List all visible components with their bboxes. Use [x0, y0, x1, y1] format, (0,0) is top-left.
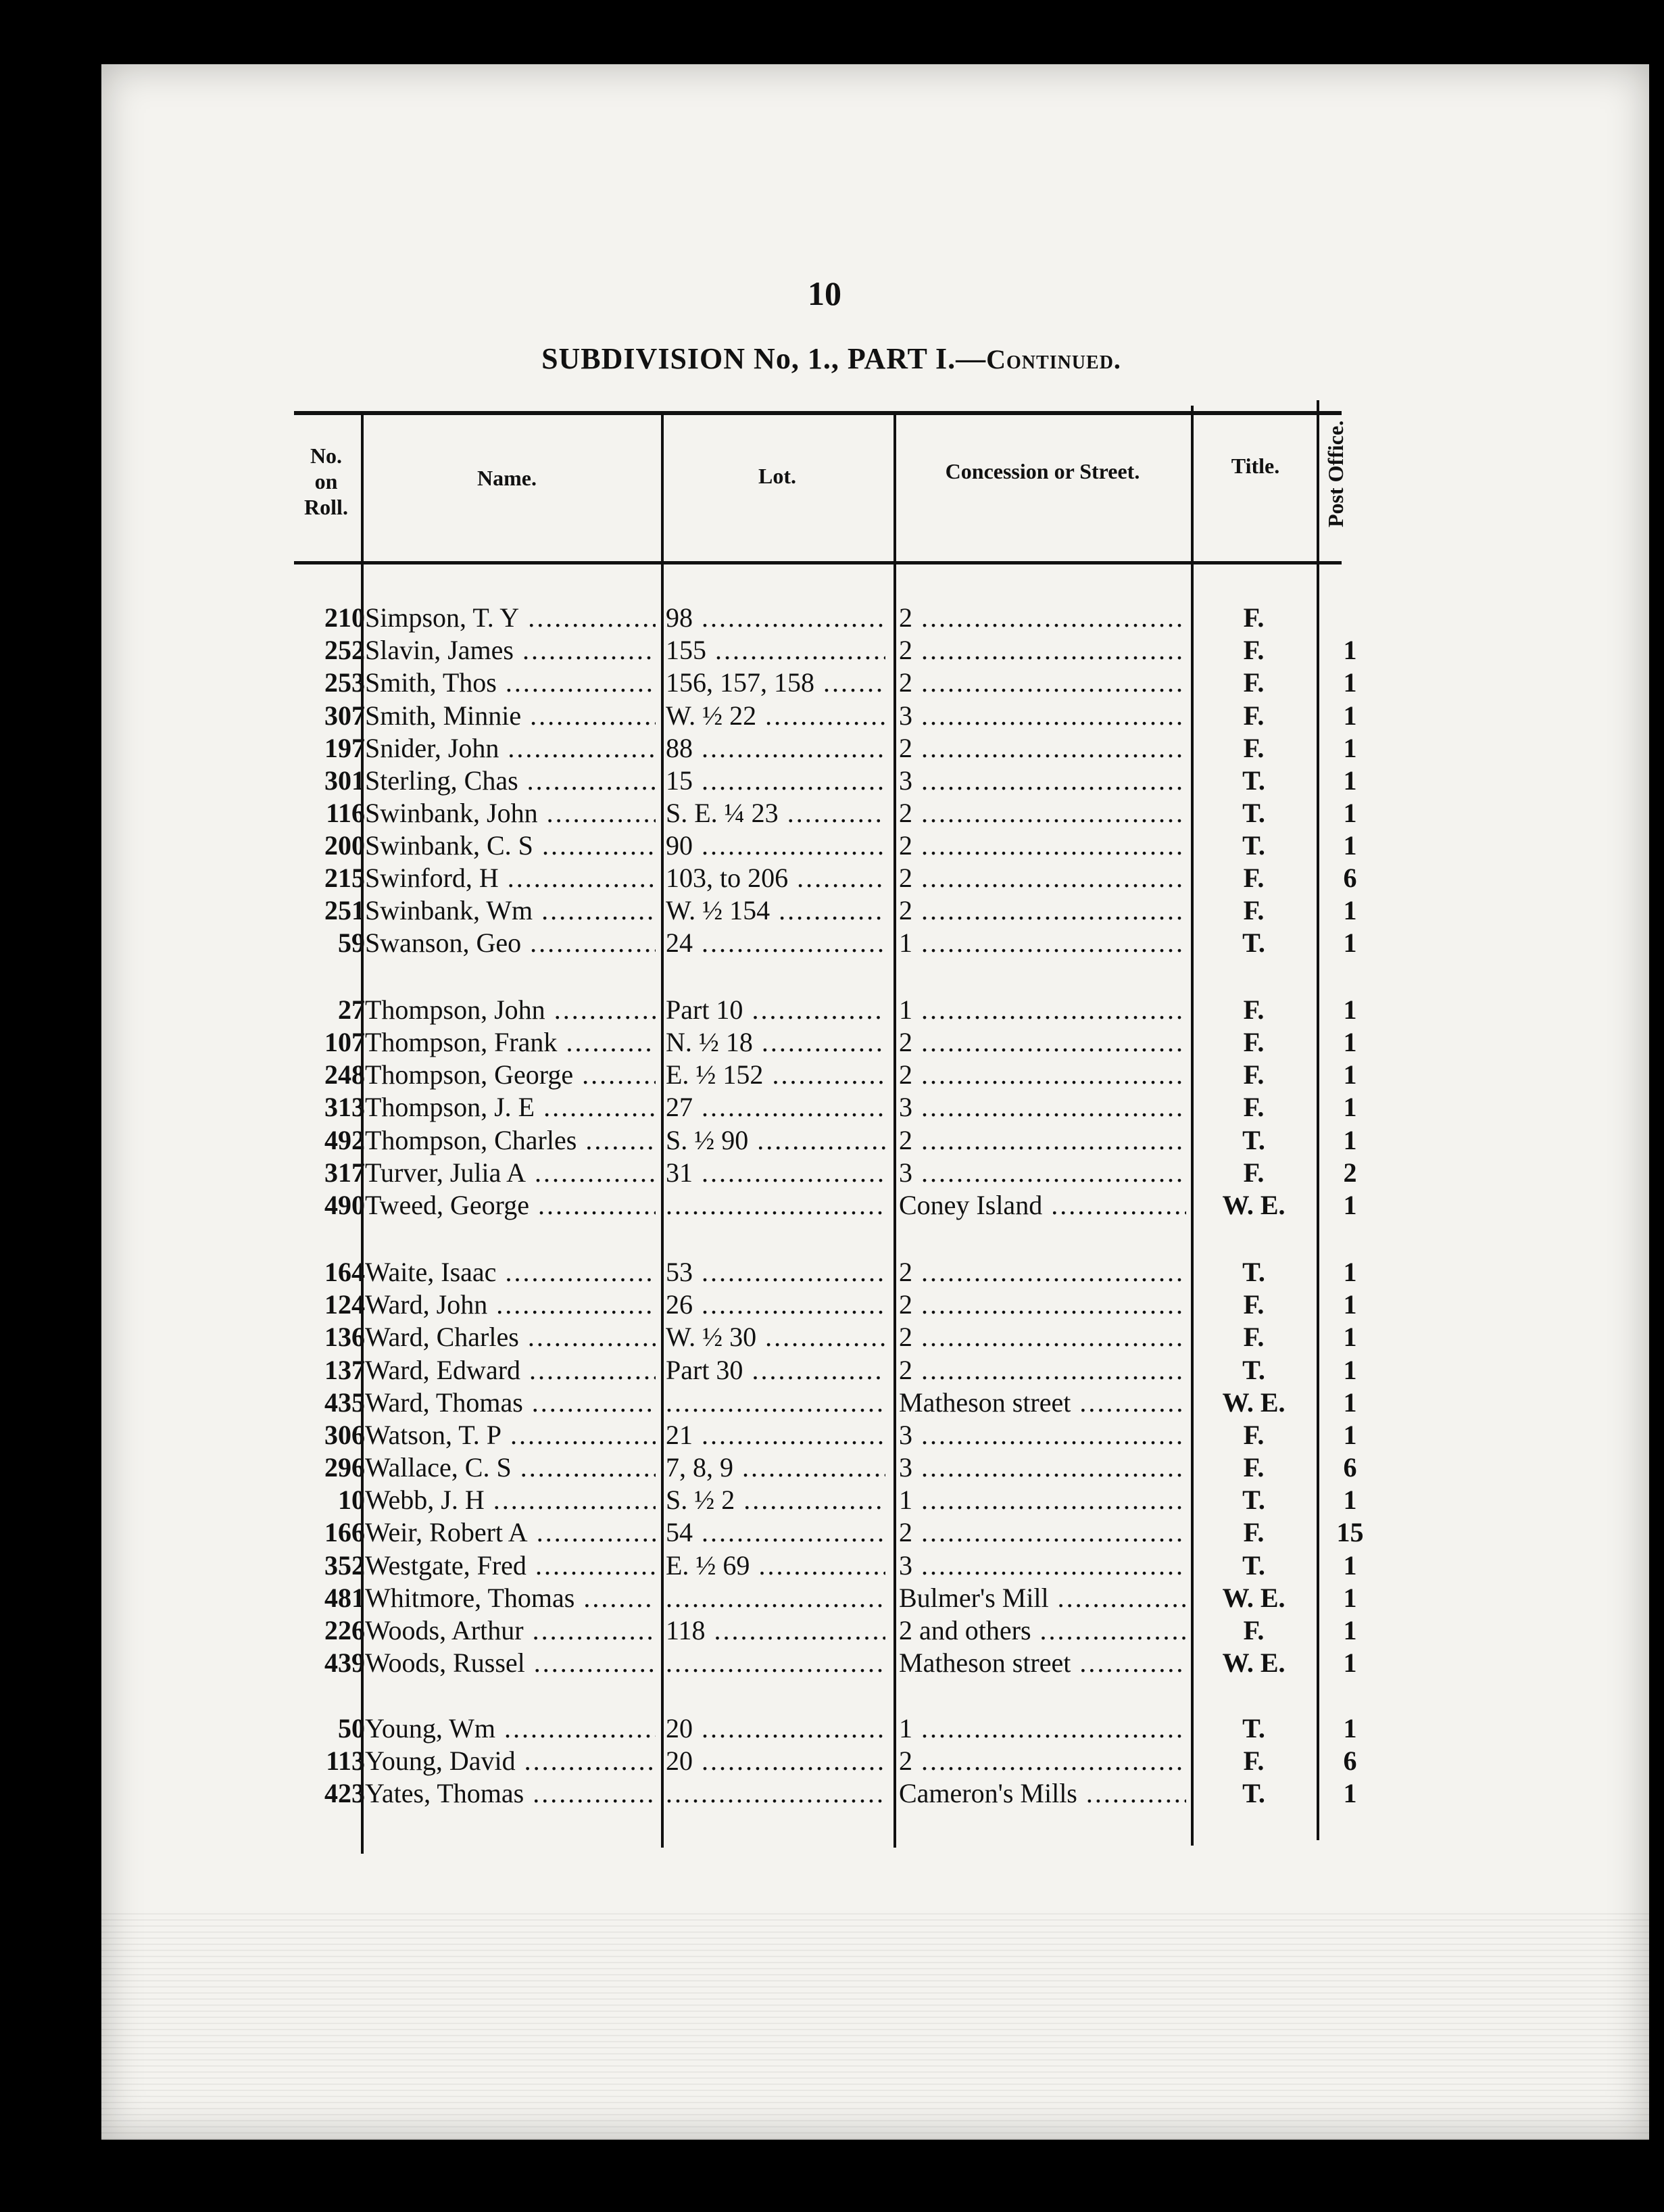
entry-lot: W. ½ 22 .....	[666, 700, 885, 732]
entry-concession: Coney Island .....	[899, 1189, 1186, 1222]
entry-title: T.	[1242, 1713, 1265, 1744]
entry-title: F.	[1243, 1322, 1265, 1352]
heading-main: SUBDIVISION No, 1., PART I.—	[541, 342, 987, 375]
entry-concession: Matheson street .....	[899, 1387, 1186, 1419]
entry-concession: 2 .....	[899, 830, 1186, 862]
roll-number: 490	[324, 1190, 365, 1220]
entry-title: T.	[1242, 1355, 1265, 1385]
entry-lot: 24 .....	[666, 927, 885, 959]
roll-number: 301	[324, 765, 365, 796]
entry-concession: 1 .....	[899, 1712, 1186, 1745]
entry-concession: 2 .....	[899, 1289, 1186, 1321]
entry-title: T.	[1242, 765, 1265, 796]
entry-lot: 90 .....	[666, 830, 885, 862]
entry-title: F.	[1243, 700, 1265, 731]
header-title: Title.	[1231, 454, 1280, 478]
entry-concession: 2 .....	[899, 1059, 1186, 1091]
entry-name: Watson, T. P .....	[365, 1419, 656, 1451]
entry-name: Ward, Edward .....	[365, 1354, 656, 1387]
roll-number: 210	[324, 602, 365, 633]
entry-name: Swinbank, John .....	[365, 797, 656, 830]
entry-name: Thompson, Charles .....	[365, 1124, 656, 1157]
entry-name: Slavin, James .....	[365, 634, 656, 667]
entry-post-office: 1	[1343, 1713, 1357, 1744]
entry-concession: 3 .....	[899, 1157, 1186, 1189]
entry-title: F.	[1243, 1420, 1265, 1450]
entry-lot: 54 .....	[666, 1516, 885, 1549]
roll-number: 124	[324, 1289, 365, 1320]
entry-name: Smith, Minnie .....	[365, 700, 656, 732]
entry-title: F.	[1243, 1615, 1265, 1645]
header-concession: Concession or Street.	[945, 459, 1140, 483]
roll-number: 164	[324, 1257, 365, 1287]
entry-lot: 31 .....	[666, 1157, 885, 1189]
header-no-line3: Roll.	[304, 495, 348, 519]
roll-number: 197	[324, 733, 365, 763]
entry-lot: 15 .....	[666, 765, 885, 797]
entry-title: T.	[1242, 798, 1265, 828]
entry-title: W. E.	[1222, 1190, 1286, 1220]
roll-number: 200	[324, 830, 365, 861]
header-bottom-rule	[294, 561, 1342, 564]
entry-name: Simpson, T. Y .....	[365, 602, 656, 634]
header-no-line1: No.	[310, 443, 343, 468]
entry-post-office: 1	[1343, 1257, 1357, 1287]
header-lot: Lot.	[758, 464, 796, 488]
entry-post-office: 1	[1343, 1092, 1357, 1122]
entry-post-office: 1	[1343, 733, 1357, 763]
entry-name: Weir, Robert A .....	[365, 1516, 656, 1549]
entry-name: Westgate, Fred .....	[365, 1549, 656, 1582]
entry-name: Swinford, H .....	[365, 862, 656, 894]
entry-post-office: 1	[1343, 635, 1357, 665]
entry-lot: Part 10 .....	[666, 994, 885, 1026]
roll-number: 137	[324, 1355, 365, 1385]
entry-post-office: 15	[1336, 1517, 1364, 1547]
roll-number: 296	[324, 1452, 365, 1483]
roll-number: 113	[326, 1746, 365, 1776]
entry-title: T.	[1242, 1125, 1265, 1155]
entry-post-office: 1	[1343, 994, 1357, 1025]
entry-name: Young, Wm .....	[365, 1712, 656, 1745]
entry-lot: S. ½ 90 .....	[666, 1124, 885, 1157]
entry-title: F.	[1243, 1059, 1265, 1090]
entry-post-office: 1	[1343, 1059, 1357, 1090]
entry-name: Woods, Russel .....	[365, 1647, 656, 1679]
entry-name: Smith, Thos .....	[365, 667, 656, 699]
entry-lot	[666, 1647, 885, 1679]
entry-lot: E. ½ 69 .....	[666, 1549, 885, 1582]
roll-number: 248	[324, 1059, 365, 1090]
roll-number: 252	[324, 635, 365, 665]
roll-number: 435	[324, 1387, 365, 1418]
entry-concession: 2 .....	[899, 1354, 1186, 1387]
entry-concession: 1 .....	[899, 1484, 1186, 1516]
roll-number: 215	[324, 863, 365, 893]
entry-post-office: 1	[1343, 1583, 1357, 1613]
roll-number: 352	[324, 1550, 365, 1581]
header-post-office: Post Office.	[1323, 420, 1348, 527]
entry-title: F.	[1243, 667, 1265, 698]
entry-post-office: 1	[1343, 830, 1357, 861]
roll-number: 307	[324, 700, 365, 731]
roll-number: 116	[326, 798, 365, 828]
divider-title-po	[1317, 400, 1319, 1840]
entry-lot: W. ½ 30 .....	[666, 1321, 885, 1353]
entry-concession: 2 and others .....	[899, 1614, 1186, 1647]
entry-name: Swanson, Geo .....	[365, 927, 656, 959]
entry-concession: 3 .....	[899, 1549, 1186, 1582]
roll-number: 10	[338, 1485, 365, 1515]
entry-concession: 2 .....	[899, 1321, 1186, 1353]
entry-concession: 2 .....	[899, 667, 1186, 699]
entry-lot: 156, 157, 158 .....	[666, 667, 885, 699]
roll-number: 136	[324, 1322, 365, 1352]
header-no-line2: on	[314, 469, 338, 494]
entry-title: T.	[1242, 928, 1265, 958]
entry-name: Sterling, Chas .....	[365, 765, 656, 797]
entry-name: Swinbank, Wm .....	[365, 894, 656, 927]
entry-post-office: 6	[1343, 1746, 1357, 1776]
entry-lot: Part 30 .....	[666, 1354, 885, 1387]
entry-concession: 2 .....	[899, 1745, 1186, 1777]
entry-concession: 3 .....	[899, 1451, 1186, 1484]
entry-post-office: 1	[1343, 1355, 1357, 1385]
entry-post-office: 1	[1343, 1125, 1357, 1155]
roll-number: 492	[324, 1125, 365, 1155]
divider-name-lot	[661, 411, 664, 1848]
entry-concession: Matheson street .....	[899, 1647, 1186, 1679]
entry-name: Whitmore, Thomas .....	[365, 1582, 656, 1614]
entry-post-office: 6	[1343, 1452, 1357, 1483]
entry-lot	[666, 1189, 885, 1222]
entry-post-office: 1	[1343, 895, 1357, 925]
entry-lot: 7, 8, 9 .....	[666, 1451, 885, 1484]
entry-concession: 2 .....	[899, 1256, 1186, 1289]
entry-lot: 155 .....	[666, 634, 885, 667]
entry-title: T.	[1242, 1778, 1265, 1808]
entry-lot	[666, 1777, 885, 1810]
entry-concession: 2 .....	[899, 894, 1186, 927]
entry-concession: 1 .....	[899, 994, 1186, 1026]
entry-post-office: 1	[1343, 765, 1357, 796]
entry-lot: 88 .....	[666, 732, 885, 765]
entry-post-office: 1	[1343, 1485, 1357, 1515]
roll-number: 423	[324, 1778, 365, 1808]
entry-post-office: 1	[1343, 1387, 1357, 1418]
entry-name: Turver, Julia A .....	[365, 1157, 656, 1189]
entry-name: Swinbank, C. S .....	[365, 830, 656, 862]
roll-number: 253	[324, 667, 365, 698]
entry-lot: 27 .....	[666, 1091, 885, 1124]
heading-continued: Continued.	[986, 344, 1121, 375]
roll-number: 439	[324, 1648, 365, 1678]
entry-post-office: 6	[1343, 863, 1357, 893]
entry-name: Ward, Charles .....	[365, 1321, 656, 1353]
entry-lot: 98 .....	[666, 602, 885, 634]
entry-concession: Cameron's Mills .....	[899, 1777, 1186, 1810]
entry-name: Webb, J. H .....	[365, 1484, 656, 1516]
entry-post-office: 1	[1343, 667, 1357, 698]
page-number: 10	[808, 274, 841, 312]
entry-lot: 118 .....	[666, 1614, 885, 1647]
entry-title: F.	[1243, 895, 1265, 925]
entry-concession: 2 .....	[899, 862, 1186, 894]
entry-concession: 3 .....	[899, 765, 1186, 797]
entry-title: F.	[1243, 994, 1265, 1025]
entry-lot: 21 .....	[666, 1419, 885, 1451]
entry-title: F.	[1243, 602, 1265, 633]
entry-name: Wallace, C. S .....	[365, 1451, 656, 1484]
entry-title: T.	[1242, 1485, 1265, 1515]
entry-concession: 2 .....	[899, 634, 1186, 667]
roll-number: 317	[324, 1157, 365, 1188]
header-name: Name.	[477, 466, 537, 490]
scan-noise-band	[101, 1913, 1649, 2140]
entry-post-office: 1	[1343, 928, 1357, 958]
entry-title: F.	[1243, 635, 1265, 665]
entry-post-office: 1	[1343, 700, 1357, 731]
entry-name: Thompson, J. E .....	[365, 1091, 656, 1124]
entry-title: T.	[1242, 1550, 1265, 1581]
entry-concession: 1 .....	[899, 927, 1186, 959]
entry-title: W. E.	[1222, 1387, 1286, 1418]
entry-title: F.	[1243, 1157, 1265, 1188]
entry-name: Tweed, George .....	[365, 1189, 656, 1222]
entry-post-office: 1	[1343, 1190, 1357, 1220]
entry-title: F.	[1243, 1289, 1265, 1320]
entry-name: Waite, Isaac .....	[365, 1256, 656, 1289]
entry-title: T.	[1242, 1257, 1265, 1287]
entry-lot: 26 .....	[666, 1289, 885, 1321]
entry-concession: 2 .....	[899, 1516, 1186, 1549]
entry-name: Yates, Thomas .....	[365, 1777, 656, 1810]
entry-lot: 103, to 206 .....	[666, 862, 885, 894]
entry-lot: E. ½ 152 .....	[666, 1059, 885, 1091]
entry-title: F.	[1243, 1517, 1265, 1547]
entry-name: Ward, John .....	[365, 1289, 656, 1321]
roll-number: 226	[324, 1615, 365, 1645]
entry-lot	[666, 1582, 885, 1614]
entry-concession: 2 .....	[899, 797, 1186, 830]
entry-title: F.	[1243, 1452, 1265, 1483]
entry-concession: 3 .....	[899, 1419, 1186, 1451]
entry-name: Thompson, Frank .....	[365, 1026, 656, 1059]
divider-lot-con	[894, 411, 896, 1848]
entry-concession: 2 .....	[899, 732, 1186, 765]
entry-title: F.	[1243, 1746, 1265, 1776]
entry-name: Snider, John .....	[365, 732, 656, 765]
entry-title: F.	[1243, 863, 1265, 893]
entry-name: Thompson, George .....	[365, 1059, 656, 1091]
entry-lot: 53 .....	[666, 1256, 885, 1289]
roll-number: 107	[324, 1027, 365, 1057]
entry-post-office: 1	[1343, 1648, 1357, 1678]
roll-number: 251	[324, 895, 365, 925]
roll-number: 50	[338, 1713, 365, 1744]
entry-post-office: 1	[1343, 1778, 1357, 1808]
roll-number: 481	[324, 1583, 365, 1613]
entry-title: F.	[1243, 1092, 1265, 1122]
page-heading	[473, 341, 1190, 376]
entry-lot	[666, 1387, 885, 1419]
entry-lot: N. ½ 18 .....	[666, 1026, 885, 1059]
entry-lot: S. ½ 2 .....	[666, 1484, 885, 1516]
entry-title: W. E.	[1222, 1648, 1286, 1678]
roll-number: 59	[338, 928, 365, 958]
divider-con-title	[1191, 406, 1194, 1846]
entry-post-office: 1	[1343, 798, 1357, 828]
entry-name: Ward, Thomas .....	[365, 1387, 656, 1419]
entry-concession: 2 .....	[899, 1124, 1186, 1157]
entry-post-office: 1	[1343, 1027, 1357, 1057]
entry-concession: 3 .....	[899, 700, 1186, 732]
entry-title: F.	[1243, 1027, 1265, 1057]
entry-name: Young, David .....	[365, 1745, 656, 1777]
entry-name: Thompson, John .....	[365, 994, 656, 1026]
roll-number: 166	[324, 1517, 365, 1547]
roll-number: 306	[324, 1420, 365, 1450]
entry-post-office: 1	[1343, 1420, 1357, 1450]
roll-number: 313	[324, 1092, 365, 1122]
entry-lot: 20 .....	[666, 1745, 885, 1777]
entry-post-office: 1	[1343, 1615, 1357, 1645]
entry-concession: 2 .....	[899, 602, 1186, 634]
entry-lot: S. E. ¼ 23 .....	[666, 797, 885, 830]
entry-title: W. E.	[1222, 1583, 1286, 1613]
entry-concession: 2 .....	[899, 1026, 1186, 1059]
entry-post-office: 1	[1343, 1289, 1357, 1320]
entry-concession: Bulmer's Mill .....	[899, 1582, 1186, 1614]
roll-number: 27	[338, 994, 365, 1025]
entry-title: F.	[1243, 733, 1265, 763]
table-top-rule	[294, 411, 1342, 415]
entry-post-office: 1	[1343, 1322, 1357, 1352]
entry-lot: 20 .....	[666, 1712, 885, 1745]
entry-post-office	[1321, 602, 1379, 634]
entry-lot: W. ½ 154 .....	[666, 894, 885, 927]
entry-post-office: 1	[1343, 1550, 1357, 1581]
entry-post-office: 2	[1343, 1157, 1357, 1188]
header-no-on-roll	[291, 443, 362, 520]
entry-concession: 3 .....	[899, 1091, 1186, 1124]
entry-title: T.	[1242, 830, 1265, 861]
entry-name: Woods, Arthur .....	[365, 1614, 656, 1647]
